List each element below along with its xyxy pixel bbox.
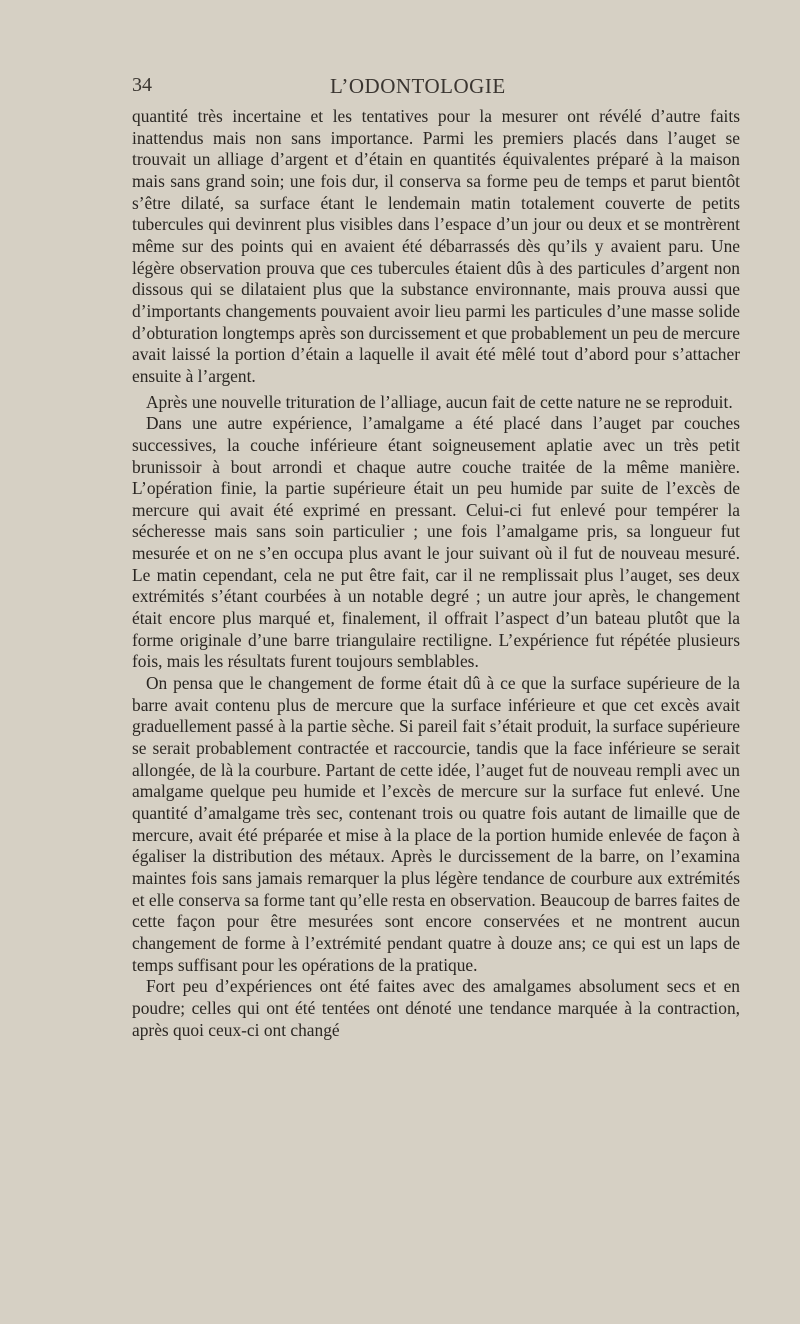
page-number: 34: [132, 74, 152, 96]
paragraph: Après une nouvelle trituration de l’alliage, aucun fait de cette nature ne se reproduit.: [146, 391, 733, 412]
body-text: [132, 106, 740, 1041]
paragraph: quantité très incertaine et les tentatives pour la mesurer ont révélé d’autre faits inattendus mais non sans importance. Parmi les premiers placés dans l’auget se trouvait un alliage d’argent et d’étain en quantités équivalentes préparé à la maison mais sans grand soin; une fois dur, il conserva sa forme peu de temps et parut bientôt s’être dilaté, sa surface étant le lendemain matin totalement couverte de petits tubercules qui devinrent plus visibles dans l’espace d’un jour ou deux et se montrèrent même sur des points qui en avaient été débarrassés dès qu’ils y avaient paru. Une légère observation prouva que ces tubercules étaient dûs à des particules d’argent non dissous qui se dilataient plus que la substance environnante, mais prouva aussi que d’importants changements pouvaient avoir lieu parmi les particules d’une masse solide d’obturation longtemps après son durcissement et que probablement un peu de mercure avait laissé la portion d’étain a laquelle il avait été mêlé tout d’abord pour s’attacher ensuite à l’argent.: [132, 106, 741, 386]
running-title: L’ODONTOLOGIE: [330, 74, 506, 98]
paragraph: On pensa que le changement de forme était dû à ce que la surface supérieure de la barre avait contenu plus de mercure que la surface inférieure et que cet excès avait graduellement passé à la partie sèche. Si pareil fait s’était produit, la surface supérieure se serait probablement contractée et raccourcie, tandis que la face inférieure se serait allongée, de là la courbure. Partant de cette idée, l’auget fut de nouveau rempli avec un amalgame quelque peu humide et l’excès de mercure sur la surface fut enlevé. Une quantité d’amalgame très sec, contenant trois ou quatre fois autant de limaille que de mercure, avait été préparée et mise à la place de la portion humide enlevée de façon à égaliser la distribution des métaux. Après le durcissement de la barre, on l’examina maintes fois sans jamais remarquer la plus légère tendance de courbure aux extrémités et elle conserva sa forme tant qu’elle resta en observation. Beaucoup de barres faites de cette façon pour être mesurées sont encore conservées et ne montrent aucun changement de forme à l’extrémité pendant quatre à douze ans; ce qui est un laps de temps suffisant pour les opérations de la pratique.: [132, 673, 740, 975]
paragraph: Dans une autre expérience, l’amalgame a été placé dans l’auget par couches successives, la couche inférieure étant soigneusement aplatie avec un très petit brunissoir à bout arrondi et chaque autre couche traitée de la même manière. L’opération finie, la partie supérieure était un peu humide par suite de l’excès de mercure qui avait été exprimé en pressant. Celui-ci fut enlevé pour tempérer la sécheresse mais sans soin particulier ; une fois l’amalgame pris, sa longueur fut mesurée et on ne s’en occupa plus avant le jour suivant où il fut de nouveau mesuré. Le matin cependant, cela ne put être fait, car il ne remplissait plus l’auget, ses deux extrémités s’étant courbées à un notable degré ; un autre jour après, le changement était encore plus marqué et, finalement, il offrait l’aspect d’un bateau plutôt que la forme originale d’une barre triangulaire rectiligne. L’expérience fut répétée plusieurs fois, mais les résultats furent toujours semblables.: [132, 413, 740, 672]
page-header: [132, 74, 738, 104]
paragraph: Fort peu d’expériences ont été faites avec des amalgames absolument secs et en poudre; celles qui ont été tentées ont dénoté une tendance marquée à la contraction, après quoi ceux-ci ont changé: [132, 976, 740, 1040]
